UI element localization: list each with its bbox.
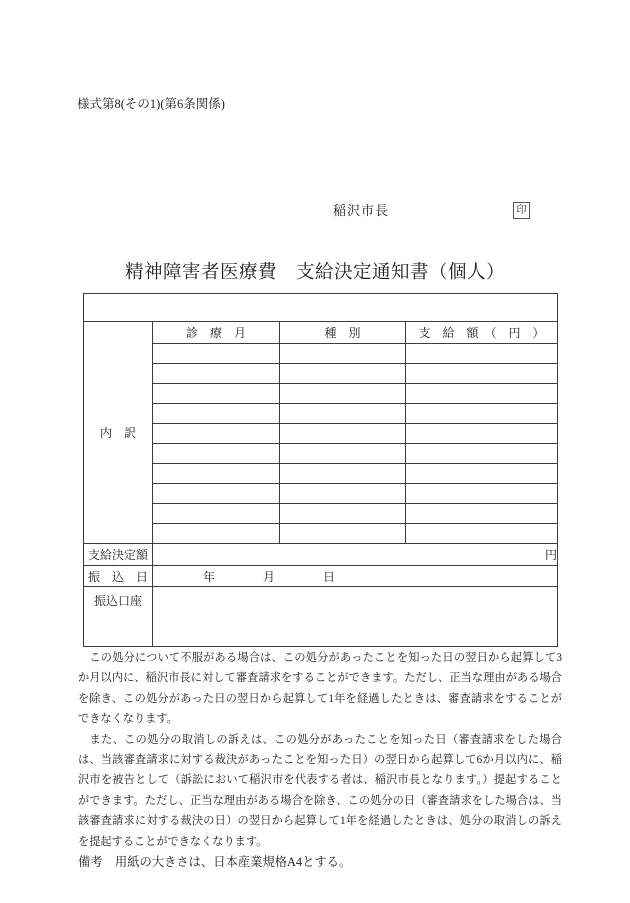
breakdown-cell [153, 484, 280, 504]
transfer-date-label: 振 込 日 [84, 566, 153, 587]
top-empty-cell [84, 294, 558, 322]
page-title: 精神障害者医療費 支給決定通知書（個人） [124, 263, 505, 283]
remark-note: 備考 用紙の大きさは、日本産業規格A4とする。 [78, 855, 352, 870]
addressee: 稲沢市長 [333, 203, 390, 218]
breakdown-cell [406, 344, 558, 364]
payment-table [83, 293, 558, 647]
breakdown-cell [406, 484, 558, 504]
breakdown-row [84, 384, 558, 404]
breakdown-cell [280, 524, 406, 544]
breakdown-cell [406, 444, 558, 464]
breakdown-cell [153, 344, 280, 364]
transfer-account-cell [153, 587, 558, 647]
transfer-date-cell [153, 566, 558, 587]
breakdown-cell [406, 504, 558, 524]
breakdown-cell [406, 404, 558, 424]
breakdown-cell [406, 524, 558, 544]
seal-mark: 印 [516, 205, 527, 216]
breakdown-row [84, 464, 558, 484]
col-header-treatment-month: 診 療 月 [153, 322, 280, 344]
breakdown-row [84, 424, 558, 444]
breakdown-cell [280, 404, 406, 424]
top-empty-row [84, 294, 558, 322]
breakdown-cell [153, 404, 280, 424]
breakdown-row [84, 344, 558, 364]
breakdown-row [84, 504, 558, 524]
breakdown-row [84, 444, 558, 464]
col-header-type: 種 別 [280, 322, 406, 344]
breakdown-row [84, 484, 558, 504]
breakdown-label: 内 訳 [84, 322, 153, 544]
seal-box [513, 202, 530, 219]
breakdown-cell [406, 364, 558, 384]
breakdown-row [84, 404, 558, 424]
breakdown-cell [280, 504, 406, 524]
transfer-date-row [84, 566, 558, 587]
transfer-account-row [84, 587, 558, 647]
breakdown-cell [153, 384, 280, 404]
breakdown-cell [153, 464, 280, 484]
decision-amount-label: 支給決定額 [84, 544, 153, 566]
breakdown-cell [406, 424, 558, 444]
breakdown-cell [280, 364, 406, 384]
month-unit: 月 [263, 569, 276, 584]
transfer-account-label: 振込口座 [84, 587, 153, 647]
decision-amount-cell [153, 544, 558, 566]
day-unit: 日 [323, 569, 336, 584]
decision-amount-row [84, 544, 558, 566]
lawsuit-note: また、この処分の取消しの訴えは、この処分があったことを知った日（審査請求をした場合は、当該審査請求に対する裁決があったことを知った日）の翌日から起算して6か月以内に、稲沢市を被告として（訴訟において稲沢市を代表する者は、稲沢市長となります。）提起することができます。ただし、正当な理由がある場合を除き、この処分の日（審査請求をした場合は、当該審査請求に対する裁決の日）の翌日から起算して1年を経過したときは、処分の取消しの訴えを提起することができなくなります。 [78, 733, 562, 848]
notes-section [78, 648, 562, 872]
breakdown-cell [153, 524, 280, 544]
breakdown-cell [153, 424, 280, 444]
breakdown-cell [153, 364, 280, 384]
breakdown-cell [406, 384, 558, 404]
year-unit: 年 [203, 569, 216, 584]
form-number: 様式第8(その1)(第6条関係) [77, 97, 225, 111]
breakdown-cell [280, 464, 406, 484]
breakdown-cell [280, 424, 406, 444]
breakdown-row [84, 524, 558, 544]
breakdown-cell [280, 344, 406, 364]
appeal-note: この処分について不服がある場合は、この処分があったことを知った日の翌日から起算して3か月以内に、稲沢市長に対して審査請求をすることができます。ただし、正当な理由がある場合を除き、この処分があった日の翌日から起算して1年を経過したときは、審査請求をすることができなくなります。 [78, 652, 562, 726]
breakdown-row [84, 364, 558, 384]
column-header-row [84, 322, 558, 344]
col-header-amount: 支 給 額 （ 円 ） [406, 322, 558, 344]
breakdown-cell [280, 384, 406, 404]
breakdown-cell [280, 444, 406, 464]
breakdown-cell [153, 444, 280, 464]
breakdown-cell [280, 484, 406, 504]
breakdown-cell [153, 504, 280, 524]
breakdown-cell [406, 464, 558, 484]
yen-unit: 円 [544, 548, 557, 562]
